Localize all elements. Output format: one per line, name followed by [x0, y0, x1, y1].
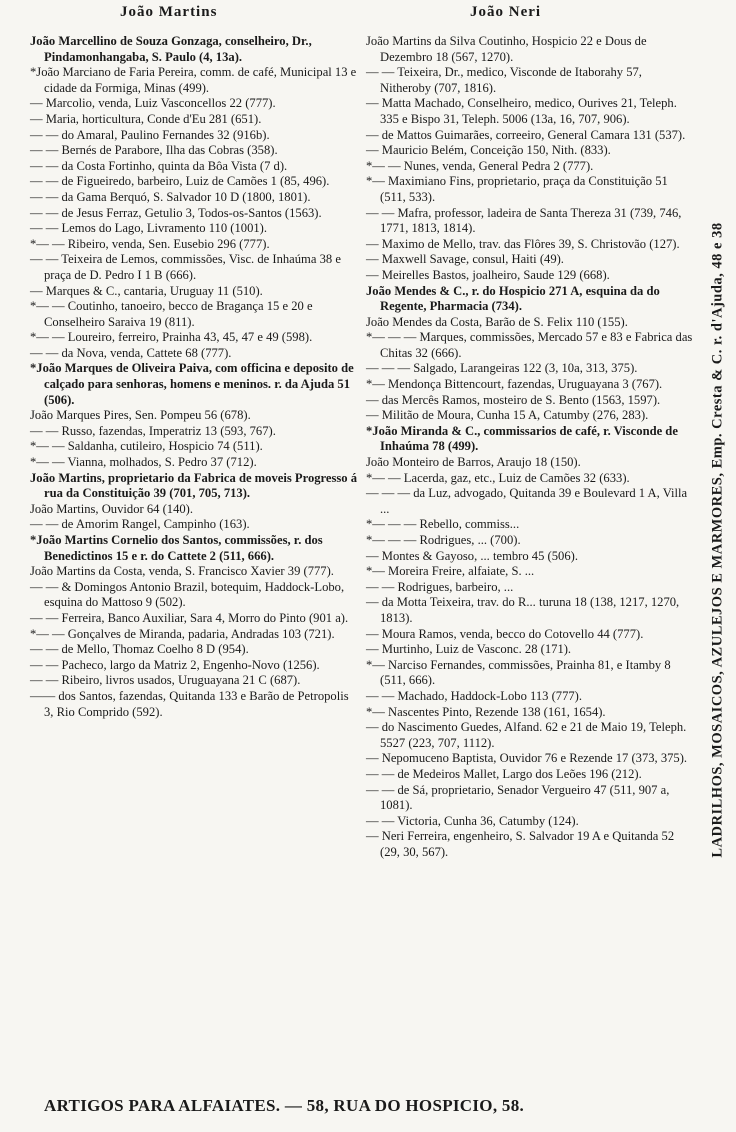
directory-entry: — Meirelles Bastos, joalheiro, Saude 129 (668). — [366, 267, 610, 282]
directory-entry: — — Teixeira, Dr., medico, Visconde de Itaborahy 57, Nitheroby (707, 1816). — [366, 65, 642, 95]
directory-entry: — Murtinho, Luiz de Vasconc. 28 (171). — [366, 642, 572, 657]
side-banner-text: LADRILHOS, MOSAICOS, AZULEJOS E MARMORES, Emp. Cresta & C. r. d'Ajuda, 48 e 38 — [709, 222, 726, 858]
directory-entry: — das Mercês Ramos, mosteiro de S. Bento (1563, 1597). — [366, 392, 661, 407]
directory-entry: *João Martins Cornelio dos Santos, commissões, r. dos Benedictinos 15 e r. do Cattete 2 (511, 666). — [30, 533, 323, 563]
directory-entry: *— Mendonça Bittencourt, fazendas, Uruguayana 3 (767). — [366, 377, 663, 392]
directory-entry: — — da Costa Fortinho, quinta da Bôa Vista (7 d). — [30, 158, 288, 173]
directory-entry: *— — Vianna, molhados, S. Pedro 37 (712). — [30, 455, 257, 470]
directory-entry: — — Russo, fazendas, Imperatriz 13 (593, 767). — [30, 423, 276, 438]
directory-entry: *— — — Rodrigues, ... (700). — [366, 533, 521, 547]
directory-entry: — Matta Machado, Conselheiro, medico, Ourives 21, Teleph. 335 e Bispo 31, Teleph. 5006 (13a, 16, 707, 906). — [366, 96, 677, 126]
directory-entry: — Nepomuceno Baptista, Ouvidor 76 e Rezende 17 (373, 375). — [366, 751, 688, 766]
directory-entry: — — & Domingos Antonio Brazil, botequim, Haddock-Lobo, esquina do Mattoso 9 (502). — [30, 579, 345, 610]
directory-entry: —— dos Santos, fazendas, Quitanda 133 e Barão de Petropolis 3, Rio Comprido (592). — [30, 688, 349, 719]
directory-entry: *— Narciso Fernandes, commissões, Prainha 81, e Itamby 8 (511, 666). — [366, 657, 671, 688]
running-header — [0, 4, 736, 30]
footer-advertisement: ARTIGOS PARA ALFAIATES. — 58, RUA DO HOSPICIO, 58. — [44, 1096, 525, 1115]
directory-entry: João Martins, Ouvidor 64 (140). — [30, 501, 193, 516]
directory-entry: — Moura Ramos, venda, becco do Cotovello 44 (777). — [366, 626, 644, 641]
directory-entry: — — Teixeira de Lemos, commissões, Visc. de Inhaúma 38 e praça de D. Pedro I 1 B (666). — [30, 252, 341, 282]
directory-entry: *— — Gonçalves de Miranda, padaria, Andradas 103 (721). — [30, 626, 335, 641]
directory-entry: — — de Figueiredo, barbeiro, Luiz de Camões 1 (85, 496). — [30, 174, 330, 189]
directory-entry: — — — Salgado, Larangeiras 122 (3, 10a, 313, 375). — [366, 361, 638, 376]
header-right: João Neri — [470, 4, 542, 20]
directory-entry: João Martins da Costa, venda, S. Francisco Xavier 39 (777). — [30, 564, 334, 579]
directory-entry: — — de Jesus Ferraz, Getulio 3, Todos-os-Santos (1563). — [30, 205, 322, 220]
directory-entry: — da Motta Teixeira, trav. do R... turuna 18 (138, 1217, 1270, 1813). — [366, 595, 680, 625]
directory-entry: — de Mattos Guimarães, correeiro, General Camara 131 (537). — [366, 127, 686, 142]
directory-entry: *— — Coutinho, tanoeiro, becco de Bragança 15 e 20 e Conselheiro Saraiva 19 (811). — [30, 299, 313, 329]
directory-entry: João Martins da Silva Coutinho, Hospicio 22 e Dous de Dezembro 18 (567, 1270). — [366, 34, 647, 64]
directory-entry: — — Machado, Haddock-Lobo 113 (777). — [366, 688, 583, 703]
directory-entry: João Martins, proprietario da Fabrica de moveis Progresso á rua da Constituição 39 (701, 705, 713). — [30, 470, 358, 501]
directory-entry: *— — — Marques, commissões, Mercado 57 e 83 e Fabrica das Chitas 32 (666). — [366, 330, 693, 360]
directory-entry: — Marques & C., cantaria, Uruguay 11 (510). — [30, 283, 263, 298]
directory-entry: — — Ribeiro, livros usados, Uruguayana 21 C (687). — [30, 673, 301, 688]
directory-entry: — do Nascimento Guedes, Alfand. 62 e 21 de Maio 19, Teleph. 5527 (223, 707, 1112). — [366, 720, 687, 750]
directory-entry: *— — Ribeiro, venda, Sen. Eusebio 296 (777). — [30, 236, 270, 251]
left-column — [30, 34, 360, 720]
directory-entry: — — — da Luz, advogado, Quitanda 39 e Boulevard 1 A, Villa ... — [366, 486, 688, 516]
directory-entry: *— Maximiano Fins, proprietario, praça da Constituição 51 (511, 533). — [366, 174, 668, 204]
directory-entry: — — Mafra, professor, ladeira de Santa Thereza 31 (739, 746, 1771, 1813, 1814). — [366, 205, 682, 236]
directory-entry: João Mendes da Costa, Barão de S. Felix 110 (155). — [366, 314, 628, 329]
directory-entry: — — de Mello, Thomaz Coelho 8 D (954). — [30, 642, 249, 657]
directory-entry: — — Lemos do Lago, Livramento 110 (1001). — [30, 221, 268, 236]
directory-entry: *— — Nunes, venda, General Pedra 2 (777). — [366, 158, 594, 173]
directory-entry: — Maximo de Mello, trav. das Flôres 39, S. Christovão (127). — [366, 236, 680, 251]
directory-entry: *João Miranda & C., commissarios de café, r. Visconde de Inhaúma 78 (499). — [366, 423, 678, 454]
directory-entry: *— — — Rebello, commiss... — [366, 517, 520, 532]
directory-entry: — — Rodrigues, barbeiro, ... — [366, 579, 514, 594]
directory-entry: João Marcellino de Souza Gonzaga, conselheiro, Dr., Pindamonhangaba, S. Paulo (4, 13a). — [30, 34, 312, 64]
directory-entry: — — do Amaral, Paulino Fernandes 32 (916b). — [30, 127, 270, 142]
directory-entry: — Maria, horticultura, Conde d'Eu 281 (651). — [30, 111, 262, 126]
directory-entry: — — da Gama Berquó, S. Salvador 10 D (1800, 1801). — [30, 189, 311, 204]
directory-entry: *João Marciano de Faria Pereira, comm. de café, Municipal 13 e cidade da Formiga, Minas (499). — [30, 65, 357, 95]
directory-entry: João Marques Pires, Sen. Pompeu 56 (678). — [30, 408, 251, 423]
directory-entry: — — de Sá, proprietario, Senador Vergueiro 47 (511, 907 a, 1081). — [366, 782, 670, 813]
directory-entry: — — Victoria, Cunha 36, Catumby (124). — [366, 813, 579, 828]
directory-entry: — Maxwell Savage, consul, Haiti (49). — [366, 252, 564, 267]
side-advertisement — [704, 40, 732, 1040]
directory-entry: *— Nascentes Pinto, Rezende 138 (161, 1654). — [366, 704, 606, 719]
directory-entry: *— Moreira Freire, alfaiate, S. ... — [366, 564, 535, 579]
directory-entry: *— — Loureiro, ferreiro, Prainha 43, 45, 47 e 49 (598). — [30, 330, 313, 345]
directory-entry: — — Pacheco, largo da Matriz 2, Engenho-Novo (1256). — [30, 657, 320, 672]
directory-entry: — — de Amorim Rangel, Campinho (163). — [30, 517, 250, 532]
directory-entry: — — de Medeiros Mallet, Largo dos Leões 196 (212). — [366, 766, 642, 781]
directory-entry: — — Ferreira, Banco Auxiliar, Sara 4, Morro do Pinto (901 a). — [30, 610, 349, 625]
directory-entry: — Neri Ferreira, engenheiro, S. Salvador 19 A e Quitanda 52 (29, 30, 567). — [366, 829, 675, 859]
directory-entry: — Marcolio, venda, Luiz Vasconcellos 22 (777). — [30, 96, 276, 111]
directory-entry: — Montes & Gayoso, ... tembro 45 (506). — [366, 548, 578, 563]
directory-entry: *João Marques de Oliveira Paiva, com officina e deposito de calçado para senhoras, homens e meninos. r. da Ajuda 51 (506). — [30, 361, 354, 407]
directory-entry: João Monteiro de Barros, Araujo 18 (150). — [366, 455, 581, 470]
directory-entry: — — da Nova, venda, Cattete 68 (777). — [30, 345, 232, 360]
directory-entry: — — Bernés de Parabore, Ilha das Cobras (358). — [30, 143, 278, 158]
directory-entry: *— — Saldanha, cutileiro, Hospicio 74 (511). — [30, 439, 263, 454]
directory-entry: — Militão de Moura, Cunha 15 A, Catumby (276, 283). — [366, 408, 649, 423]
directory-entry: *— — Lacerda, gaz, etc., Luiz de Camões 32 (633). — [366, 470, 630, 485]
directory-entry: — Mauricio Belém, Conceição 150, Nith. (833). — [366, 143, 611, 158]
right-column — [366, 34, 694, 860]
directory-entry: João Mendes & C., r. do Hospicio 271 A, esquina da do Regente, Pharmacia (734). — [366, 283, 660, 314]
header-left: João Martins — [120, 4, 218, 20]
